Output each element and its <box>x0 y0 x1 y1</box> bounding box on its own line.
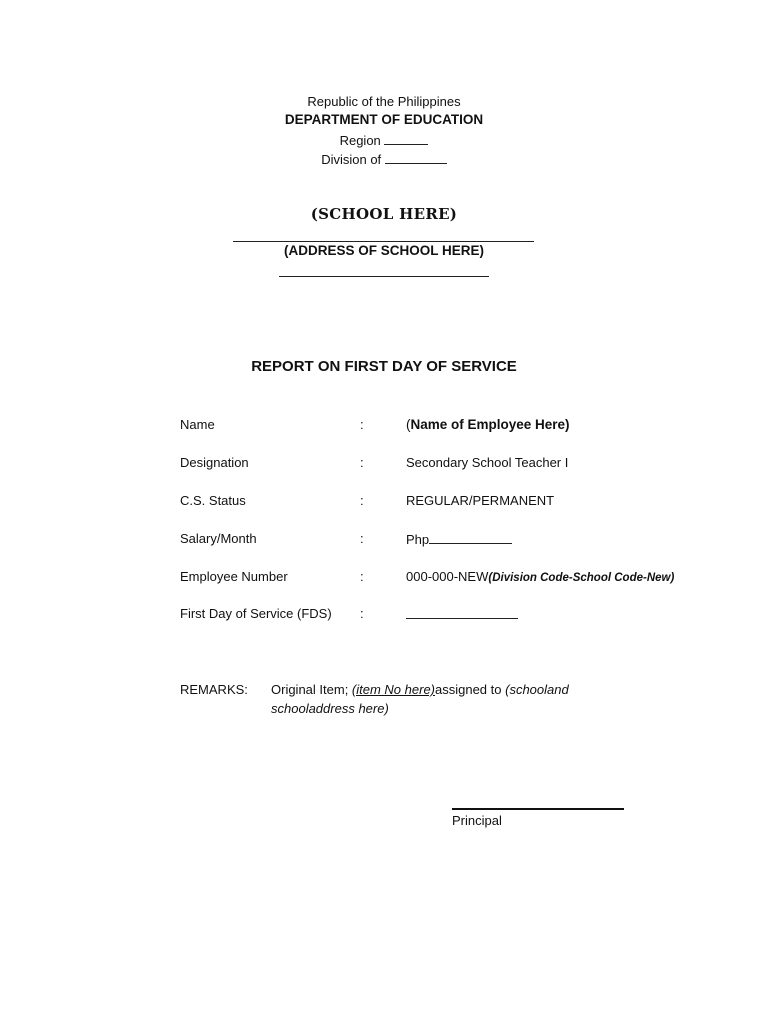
country-heading: Republic of the Philippines <box>307 94 461 109</box>
region-blank <box>384 132 428 145</box>
field-row-name <box>0 417 768 437</box>
field-row-cs-status <box>0 493 768 513</box>
remarks-original-item: Original Item; <box>271 682 352 697</box>
department-heading: DEPARTMENT OF EDUCATION <box>284 112 484 127</box>
remarks-label: REMARKS: <box>180 682 248 697</box>
field-label-employee-number: Employee Number <box>180 569 288 584</box>
field-label-salary: Salary/Month <box>180 531 257 546</box>
field-label-designation: Designation <box>180 455 249 470</box>
report-title: REPORT ON FIRST DAY OF SERVICE <box>251 358 517 375</box>
signature-line <box>452 808 624 810</box>
salary-prefix: Php <box>406 532 430 547</box>
field-colon: : <box>360 569 364 584</box>
school-address-rule <box>279 276 489 277</box>
field-colon: : <box>360 455 364 470</box>
field-label-name: Name <box>180 417 215 432</box>
field-colon: : <box>360 531 364 546</box>
fds-blank <box>406 606 518 619</box>
remarks-school-address: (schooland schooladdress here) <box>271 682 569 716</box>
field-value-cs-status: REGULAR/PERMANENT <box>406 493 555 508</box>
field-value-fds <box>406 606 518 622</box>
employee-name: Name of Employee Here) <box>410 417 570 432</box>
field-colon: : <box>360 606 364 621</box>
field-row-fds <box>0 606 768 626</box>
signatory-title: Principal <box>452 813 502 828</box>
field-label-cs-status: C.S. Status <box>180 493 246 508</box>
employee-number-value: 000-000-NEW <box>406 569 489 584</box>
remarks-item-no: (item No here) <box>351 682 435 697</box>
school-name-rule <box>233 241 534 242</box>
field-value-employee-number <box>406 569 674 584</box>
region-line <box>0 132 768 148</box>
remarks-assigned-to: assigned to <box>435 682 506 697</box>
field-value-salary <box>406 531 512 547</box>
field-row-salary <box>0 531 768 551</box>
division-blank <box>385 151 447 164</box>
field-row-employee-number <box>0 569 768 589</box>
field-value-designation: Secondary School Teacher I <box>406 455 569 470</box>
salary-blank <box>429 531 512 544</box>
division-label: Division of <box>321 152 382 167</box>
name-open-paren: ( <box>406 417 411 432</box>
field-value-name <box>406 417 570 432</box>
remarks-text <box>271 680 631 718</box>
field-colon: : <box>360 493 364 508</box>
school-name: (SCHOOL HERE) <box>310 205 458 223</box>
field-colon: : <box>360 417 364 432</box>
employee-number-note: (Division Code-School Code-New) <box>488 572 675 584</box>
division-line <box>0 151 768 167</box>
field-row-designation <box>0 455 768 475</box>
region-label: Region <box>339 133 381 148</box>
field-label-fds: First Day of Service (FDS) <box>180 606 332 621</box>
school-address: (ADDRESS OF SCHOOL HERE) <box>283 243 484 258</box>
